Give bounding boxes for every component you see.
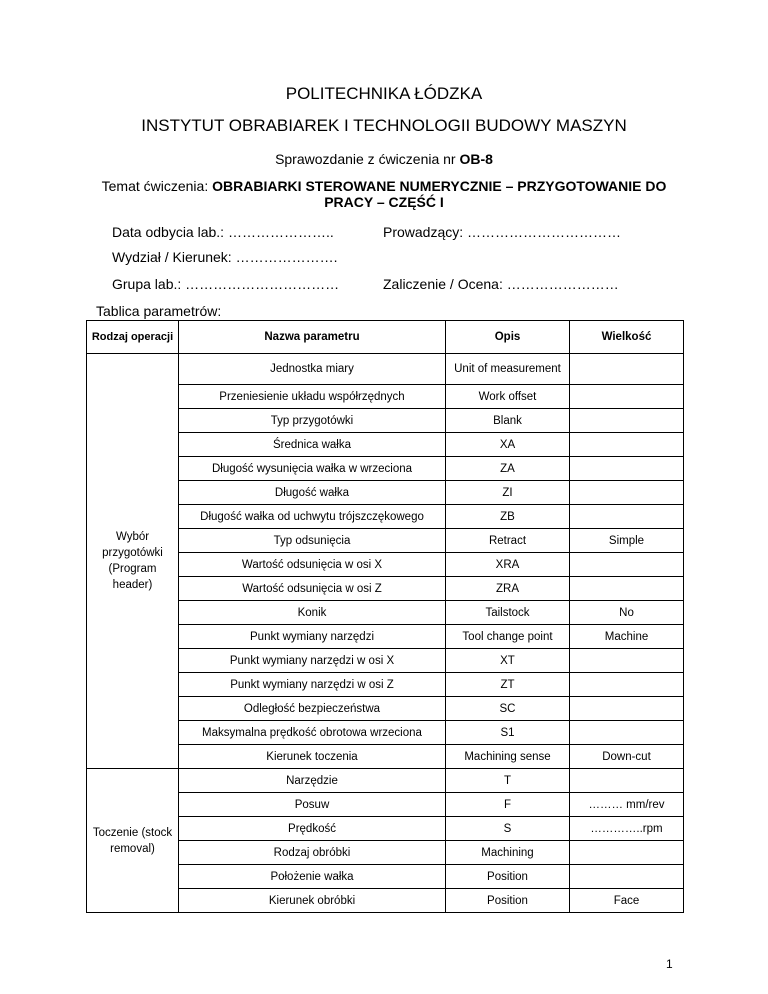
param-value-cell <box>570 354 684 385</box>
page-number: 1 <box>666 957 673 971</box>
param-name-cell: Konik <box>179 601 446 625</box>
param-value-cell <box>570 457 684 481</box>
param-desc-cell: Machining <box>446 841 570 865</box>
param-value-cell: Machine <box>570 625 684 649</box>
param-name-cell: Wartość odsunięcia w osi Z <box>179 577 446 601</box>
param-desc-cell: ZB <box>446 505 570 529</box>
param-value-cell <box>570 577 684 601</box>
param-name-cell: Długość wałka <box>179 481 446 505</box>
group-field: Grupa lab.: …………………………… <box>112 276 340 292</box>
param-name-cell: Długość wałka od uchwytu trójszczękowego <box>179 505 446 529</box>
param-value-cell <box>570 841 684 865</box>
param-desc-cell: Retract <box>446 529 570 553</box>
param-desc-cell: Machining sense <box>446 745 570 769</box>
report-line <box>0 151 768 167</box>
param-name-cell: Punkt wymiany narzędzi w osi Z <box>179 673 446 697</box>
param-name-cell: Odległość bezpieczeństwa <box>179 697 446 721</box>
table-body <box>87 354 684 913</box>
param-name-cell: Wartość odsunięcia w osi X <box>179 553 446 577</box>
param-desc-cell: ZT <box>446 673 570 697</box>
param-value-cell: Simple <box>570 529 684 553</box>
param-desc-cell: F <box>446 793 570 817</box>
param-name-cell: Długość wysunięcia wałka w wrzeciona <box>179 457 446 481</box>
param-desc-cell: ZA <box>446 457 570 481</box>
institute-title: INSTYTUT OBRABIAREK I TECHNOLOGII BUDOWY MASZYN <box>141 116 627 135</box>
param-name-cell: Maksymalna prędkość obrotowa wrzeciona <box>179 721 446 745</box>
param-desc-cell: Position <box>446 865 570 889</box>
param-desc-cell: SC <box>446 697 570 721</box>
header-description: Opis <box>446 321 570 354</box>
param-name-cell: Typ odsunięcia <box>179 529 446 553</box>
table-row <box>87 354 684 385</box>
header-name: Nazwa parametru <box>179 321 446 354</box>
report-code: OB-8 <box>459 151 493 167</box>
param-value-cell: …………..rpm <box>570 817 684 841</box>
param-name-cell: Punkt wymiany narzędzi w osi X <box>179 649 446 673</box>
param-desc-cell: Work offset <box>446 385 570 409</box>
param-desc-cell: T <box>446 769 570 793</box>
table-caption: Tablica parametrów: <box>96 303 222 319</box>
param-name-cell: Prędkość <box>179 817 446 841</box>
param-desc-cell: XA <box>446 433 570 457</box>
param-name-cell: Położenie wałka <box>179 865 446 889</box>
param-value-cell <box>570 865 684 889</box>
param-name-cell: Rodzaj obróbki <box>179 841 446 865</box>
param-value-cell <box>570 697 684 721</box>
param-desc-cell: S1 <box>446 721 570 745</box>
topic-title: OBRABIARKI STEROWANE NUMERYCZNIE – PRZYGOTOWANIE DO PRACY – CZĘŚĆ I <box>212 178 667 210</box>
param-desc-cell: S <box>446 817 570 841</box>
topic-label: Temat ćwiczenia: <box>101 178 213 194</box>
param-value-cell <box>570 673 684 697</box>
param-value-cell <box>570 505 684 529</box>
param-name-cell: Kierunek obróbki <box>179 889 446 913</box>
param-desc-cell: XRA <box>446 553 570 577</box>
param-value-cell <box>570 553 684 577</box>
param-value-cell: Down-cut <box>570 745 684 769</box>
param-desc-cell: Position <box>446 889 570 913</box>
report-prefix: Sprawozdanie z ćwiczenia nr <box>275 151 460 167</box>
param-name-cell: Narzędzie <box>179 769 446 793</box>
faculty-field: Wydział / Kierunek: …………………. <box>112 249 338 265</box>
param-desc-cell: ZI <box>446 481 570 505</box>
param-desc-cell: Tool change point <box>446 625 570 649</box>
param-value-cell: No <box>570 601 684 625</box>
param-value-cell <box>570 721 684 745</box>
table-row <box>87 769 684 793</box>
param-desc-cell: Unit of measurement <box>446 354 570 385</box>
topic-line <box>0 178 768 210</box>
param-value-cell <box>570 409 684 433</box>
param-name-cell: Jednostka miary <box>179 354 446 385</box>
param-name-cell: Posuw <box>179 793 446 817</box>
param-value-cell <box>570 385 684 409</box>
date-field: Data odbycia lab.: ………………….. <box>112 224 334 240</box>
param-value-cell <box>570 481 684 505</box>
param-name-cell: Średnica wałka <box>179 433 446 457</box>
param-desc-cell: Blank <box>446 409 570 433</box>
param-name-cell: Typ przygotówki <box>179 409 446 433</box>
header-category: Rodzaj operacji <box>87 321 179 354</box>
header-value: Wielkość <box>570 321 684 354</box>
category-cell: Wybór przygotówki (Program header) <box>87 354 179 769</box>
param-name-cell: Przeniesienie układu współrzędnych <box>179 385 446 409</box>
param-desc-cell: XT <box>446 649 570 673</box>
param-desc-cell: Tailstock <box>446 601 570 625</box>
param-desc-cell: ZRA <box>446 577 570 601</box>
instructor-field: Prowadzący: …………………………… <box>383 224 622 240</box>
grade-field: Zaliczenie / Ocena: …………………… <box>383 276 619 292</box>
param-value-cell <box>570 769 684 793</box>
university-title: POLITECHNIKA ŁÓDZKA <box>285 84 483 103</box>
param-name-cell: Punkt wymiany narzędzi <box>179 625 446 649</box>
param-name-cell: Kierunek toczenia <box>179 745 446 769</box>
param-value-cell: ……… mm/rev <box>570 793 684 817</box>
param-value-cell <box>570 433 684 457</box>
param-value-cell <box>570 649 684 673</box>
param-value-cell: Face <box>570 889 684 913</box>
parameters-table <box>86 320 684 913</box>
category-cell: Toczenie (stock removal) <box>87 769 179 913</box>
